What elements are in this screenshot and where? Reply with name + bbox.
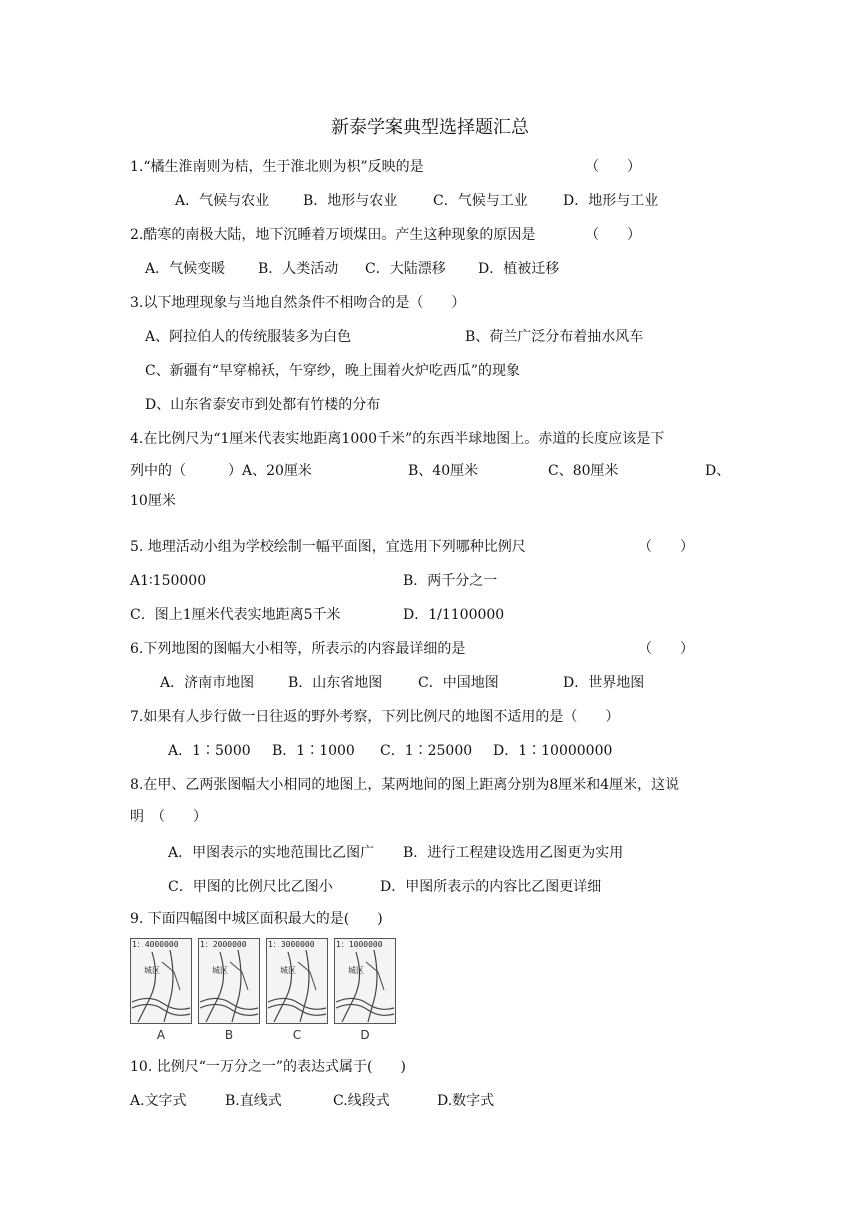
question-3-option-b: B、荷兰广泛分布着抽水风车 — [465, 329, 644, 345]
question-2-option-c: C．大陆漂移 — [365, 261, 446, 277]
question-7-option-d: D．1∶10000000 — [493, 743, 613, 759]
question-1-option-a: A．气候与农业 — [175, 193, 270, 209]
map-d-city-label: 城区 — [348, 966, 364, 975]
question-2-stem: 2.酷寒的南极大陆，地下沉睡着万顷煤田。产生这种现象的原因是 — [130, 227, 536, 243]
question-2-option-a: A．气候变暖 — [145, 261, 226, 277]
map-c — [266, 938, 328, 1046]
question-7-option-c: C．1∶25000 — [380, 743, 473, 759]
question-1-paren: （ ） — [585, 159, 641, 175]
question-10-option-d: D.数字式 — [437, 1093, 495, 1109]
question-6-option-d: D．世界地图 — [563, 675, 645, 691]
question-7-stem: 7.如果有人步行做一日往返的野外考察，下列比例尺的地图不适用的是（ ） — [130, 709, 620, 725]
question-3-option-c: C、新疆有“早穿棉袄，午穿纱，晚上围着火炉吃西瓜”的现象 — [145, 363, 521, 379]
question-6-option-a: A．济南市地图 — [160, 675, 255, 691]
question-8-stem-cont: 明 （ ） — [130, 809, 207, 825]
map-d-letter: D — [360, 1028, 370, 1042]
question-8-option-a: A．甲图表示的实地范围比乙图广 — [168, 845, 375, 861]
map-a — [130, 938, 192, 1046]
map-d-scale: 1：1000000 — [336, 940, 383, 949]
map-b-scale: 1：2000000 — [200, 940, 247, 949]
question-6-paren: （ ） — [638, 641, 694, 657]
question-9-maps — [130, 938, 392, 1046]
map-a-scale: 1：4000000 — [132, 940, 179, 949]
page-title: 新泰学案典型选择题汇总 — [331, 117, 529, 138]
question-6-stem: 6.下列地图的图幅大小相等，所表示的内容最详细的是 — [130, 641, 466, 657]
map-a-letter: A — [156, 1028, 166, 1042]
question-10-stem: 10. 比例尺“一万分之一”的表达式属于( ) — [130, 1059, 406, 1075]
question-2-option-d: D．植被迁移 — [478, 261, 560, 277]
question-8-option-d: D．甲图所表示的内容比乙图更详细 — [380, 879, 602, 895]
question-6-option-b: B．山东省地图 — [288, 675, 383, 691]
question-10-option-c: C.线段式 — [333, 1093, 390, 1109]
question-7-option-a: A．1∶5000 — [168, 743, 251, 759]
question-8-stem: 8.在甲、乙两张图幅大小相同的地图上，某两地间的图上距离分别为8厘米和4厘米，这说 — [130, 777, 680, 793]
map-b-letter: B — [224, 1028, 234, 1042]
question-5-option-c: C．图上1厘米代表实地距离5千米 — [130, 607, 341, 623]
question-1-option-c: C．气候与工业 — [433, 193, 528, 209]
question-5-option-b: B．两千分之一 — [403, 573, 498, 589]
map-c-letter: C — [292, 1028, 302, 1042]
question-9-stem: 9. 下面四幅图中城区面积最大的是( ) — [130, 911, 383, 927]
question-3-option-d: D、山东省泰安市到处都有竹楼的分布 — [145, 397, 381, 413]
map-roads-drawing — [130, 938, 192, 1024]
question-3-option-a: A、阿拉伯人的传统服装多为白色 — [145, 329, 352, 345]
question-4-option-c: C、80厘米 — [548, 463, 619, 479]
question-4-option-d: D、 — [705, 463, 731, 479]
map-b-city-label: 城区 — [212, 966, 228, 975]
map-roads-drawing — [334, 938, 396, 1024]
question-1-option-b: B．地形与农业 — [303, 193, 398, 209]
question-1-stem: 1.“橘生淮南则为桔，生于淮北则为枳”反映的是 — [130, 159, 424, 175]
question-2-paren: （ ） — [585, 227, 641, 243]
map-c-city-label: 城区 — [280, 966, 296, 975]
question-3-stem: 3.以下地理现象与当地自然条件不相吻合的是（ ） — [130, 295, 466, 311]
question-5-stem: 5. 地理活动小组为学校绘制一幅平面图，宜选用下列哪种比例尺 — [130, 539, 526, 555]
map-roads-drawing — [266, 938, 328, 1024]
question-5-option-d: D．1/1100000 — [403, 607, 505, 623]
question-6-option-c: C．中国地图 — [418, 675, 499, 691]
map-roads-drawing — [198, 938, 260, 1024]
map-d — [334, 938, 396, 1046]
map-b — [198, 938, 260, 1046]
question-4-option-d-value: 10厘米 — [130, 493, 176, 509]
question-4-stem-cont: 列中的（ ）A、20厘米 — [130, 463, 312, 479]
question-1-option-d: D．地形与工业 — [563, 193, 659, 209]
question-7-option-b: B．1∶1000 — [272, 743, 355, 759]
question-4-option-b: B、40厘米 — [408, 463, 479, 479]
question-5-paren: （ ） — [638, 539, 694, 555]
question-2-option-b: B．人类活动 — [258, 261, 339, 277]
question-5-option-a: A1∶150000 — [130, 573, 207, 589]
question-10-option-b: B.直线式 — [225, 1093, 282, 1109]
question-8-option-b: B．进行工程建设选用乙图更为实用 — [403, 845, 624, 861]
question-8-option-c: C．甲图的比例尺比乙图小 — [168, 879, 333, 895]
question-4-stem: 4.在比例尺为“1厘米代表实地距离1000千米”的东西半球地图上。赤道的长度应该是下 — [130, 431, 665, 447]
map-c-scale: 1：3000000 — [268, 940, 315, 949]
question-10-option-a: A.文字式 — [130, 1093, 187, 1109]
map-a-city-label: 城区 — [144, 966, 160, 975]
